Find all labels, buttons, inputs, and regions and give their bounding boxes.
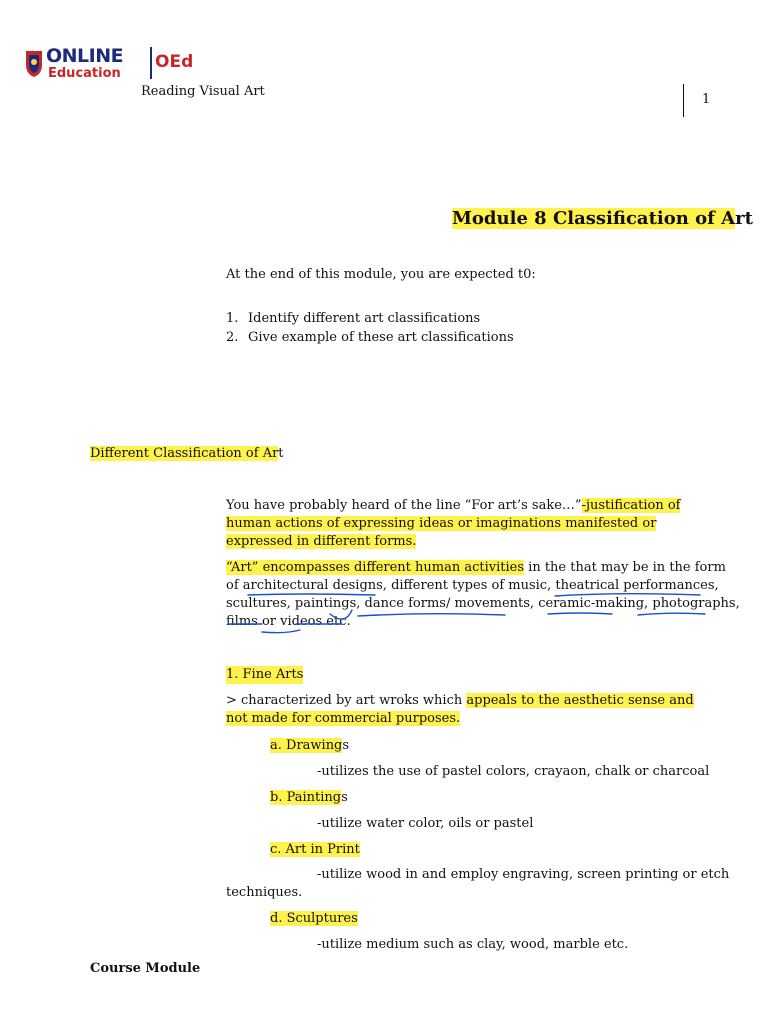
intro-text: At the end of this module, you are expected t0:: [226, 267, 536, 282]
objective-number: 1.: [226, 311, 239, 326]
fine-arts-item-label: [270, 910, 358, 928]
fine-arts-item-label: [270, 737, 349, 755]
objective-number: 2.: [226, 330, 239, 345]
logo-online-text: ONLINE: [46, 45, 124, 67]
item-label-rest: s: [341, 790, 348, 805]
section-heading-rest: t: [278, 446, 284, 461]
fine-arts-item-desc: -utilize wood in and employ engraving, screen printing or etch: [317, 867, 730, 882]
item-label-highlighted: d. Sculptures: [270, 911, 358, 926]
fine-arts-item-desc: -utilizes the use of pastel colors, crayaon, chalk or charcoal: [317, 764, 710, 779]
item-label-highlighted: a. Drawing: [270, 738, 343, 753]
fine-arts-description: [226, 692, 716, 728]
para1-highlighted: -justification of human actions of expressing ideas or imaginations manifested or expressed in different forms.: [226, 498, 681, 549]
objective-item: [226, 310, 238, 328]
paragraph-art-encompasses: [226, 559, 740, 631]
para2-highlighted: “Art” encompasses different human activities: [226, 560, 525, 575]
section-heading: [90, 445, 284, 463]
para2-line1: in the that may be in the form: [524, 560, 726, 575]
para2-line4: films or videos etc.: [226, 614, 351, 629]
section-heading-highlighted: Different Classification of Ar: [90, 446, 279, 461]
logo-oed-text: OEd: [155, 52, 194, 72]
fine-arts-item-label: [270, 841, 360, 859]
module-title-rest: rt: [735, 208, 753, 229]
module-title: [452, 208, 753, 230]
logo-divider: [150, 47, 152, 79]
page-number: 1: [702, 92, 711, 107]
para1-plain: You have probably heard of the line “For art’s sake…”: [226, 498, 582, 513]
objective-text: Give example of these art classifications: [248, 330, 514, 345]
fine-arts-item-desc: -utilize water color, oils or pastel: [317, 816, 534, 831]
paragraph-art-sake: [226, 497, 721, 551]
module-title-highlighted: Module 8 Classification of A: [452, 208, 736, 229]
fine-arts-desc-plain: > characterized by art wroks which: [226, 693, 467, 708]
para2-line3: scultures, paintings, dance forms/ movements, ceramic-making, photographs,: [226, 596, 740, 611]
page-number-divider: [683, 84, 684, 117]
footer-course-module: Course Module: [90, 961, 201, 976]
item-label-rest: s: [342, 738, 350, 753]
fine-arts-item-desc-cont: techniques.: [226, 885, 303, 900]
objective-text: Identify different art classifications: [248, 311, 481, 326]
fine-arts-desc-highlighted: appeals to the aesthetic sense and not made for commercial purposes.: [226, 693, 694, 726]
item-label-highlighted: c. Art in Print: [270, 842, 360, 857]
fine-arts-item-desc: -utilize medium such as clay, wood, marble etc.: [317, 937, 629, 952]
objective-item: [226, 329, 238, 347]
item-label-highlighted: b. Painting: [270, 790, 342, 805]
fine-arts-item-label: [270, 789, 348, 807]
para2-line2: of architectural designs, different types of music, theatrical performances,: [226, 578, 719, 593]
fine-arts-heading: 1. Fine Arts: [226, 667, 304, 682]
online-education-logo: [24, 44, 194, 84]
shield-icon: [24, 48, 44, 78]
logo-education-text: Education: [48, 66, 121, 81]
document-title: Reading Visual Art: [141, 84, 265, 99]
